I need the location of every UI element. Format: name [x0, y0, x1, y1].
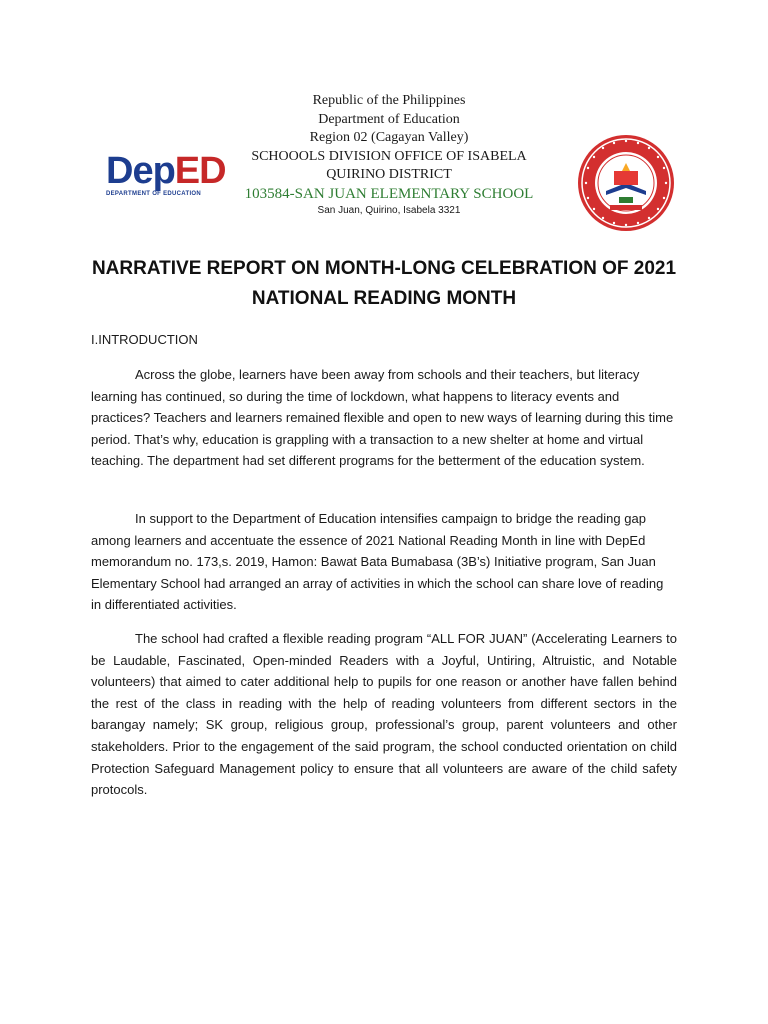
- deped-subtitle-right: EDUCATION: [163, 191, 202, 197]
- paragraph-intro-2: In support to the Department of Education intensifies campaign to bridge the reading gap among learners and accentuate the essence of 2021 National Reading Month in line with DepEd memorandum no. 173,s. 2019, Hamon: Bawat Bata Bumabasa (3B’s) Initiative program, San Juan Elementary School had arranged an array of activities in which the school can share love of reading in differentiated activities.: [91, 511, 664, 613]
- deped-subtitle-left: DEPARTMENT: [106, 191, 151, 197]
- header-address: San Juan, Quirino, Isabela 3321: [317, 205, 461, 216]
- header-department: Department of Education: [318, 111, 460, 127]
- header-division: SCHOOOLS DIVISION OFFICE OF ISABELA: [251, 148, 527, 164]
- header-region: Region 02 (Cagayan Valley): [309, 130, 469, 145]
- header-district: QUIRINO DISTRICT: [326, 167, 452, 182]
- header-republic: Republic of the Philippines: [312, 93, 466, 108]
- deped-word-prefix: Dep: [106, 150, 175, 192]
- header-school-name: 103584-SAN JUAN ELEMENTARY SCHOOL: [244, 185, 534, 202]
- deped-word-suffix: ED: [174, 150, 226, 192]
- school-seal-icon: [576, 133, 676, 233]
- letterhead: [244, 92, 534, 219]
- report-title-line-2: NATIONAL READING MONTH: [251, 288, 517, 309]
- paragraph-intro-1: Across the globe, learners have been away from schools and their teachers, but literacy learning has continued, so during the time of lockdown, what happens to literacy events and practices? Teachers and learners remained flexible and open to new ways of learning during this time period. That’s why, education is grappling with a transaction to a new shelter at home and virtual teaching. The department had set different programs for the betterment of the education system.: [91, 367, 674, 469]
- report-title-line-1: NARRATIVE REPORT ON MONTH-LONG CELEBRATION OF 2021: [91, 258, 677, 279]
- paragraph-intro-3: The school had crafted a flexible reading program “ALL FOR JUAN” (Accelerating Learners to be Laudable, Fascinated, Open-minded Readers with a Joyful, Untiring, Altruistic, and Notable volunteers) that aimed to cater additional help to pupils for one reason or another have fallen behind the rest of the class in reading with the help of reading volunteers from different sectors in the barangay namely; SK group, religious group, professional’s group, parent volunteers and other stakeholders. Prior to the engagement of the said program, the school conducted orientation on child Protection Safeguard Management policy to ensure that all volunteers are aware of the child safety protocols.: [91, 631, 677, 798]
- report-title: [40, 254, 728, 314]
- deped-wordmark: [106, 152, 246, 190]
- deped-subtitle-mid: OF: [152, 191, 162, 197]
- section-heading-introduction: I.INTRODUCTION: [91, 332, 198, 347]
- deped-logo: [106, 152, 246, 204]
